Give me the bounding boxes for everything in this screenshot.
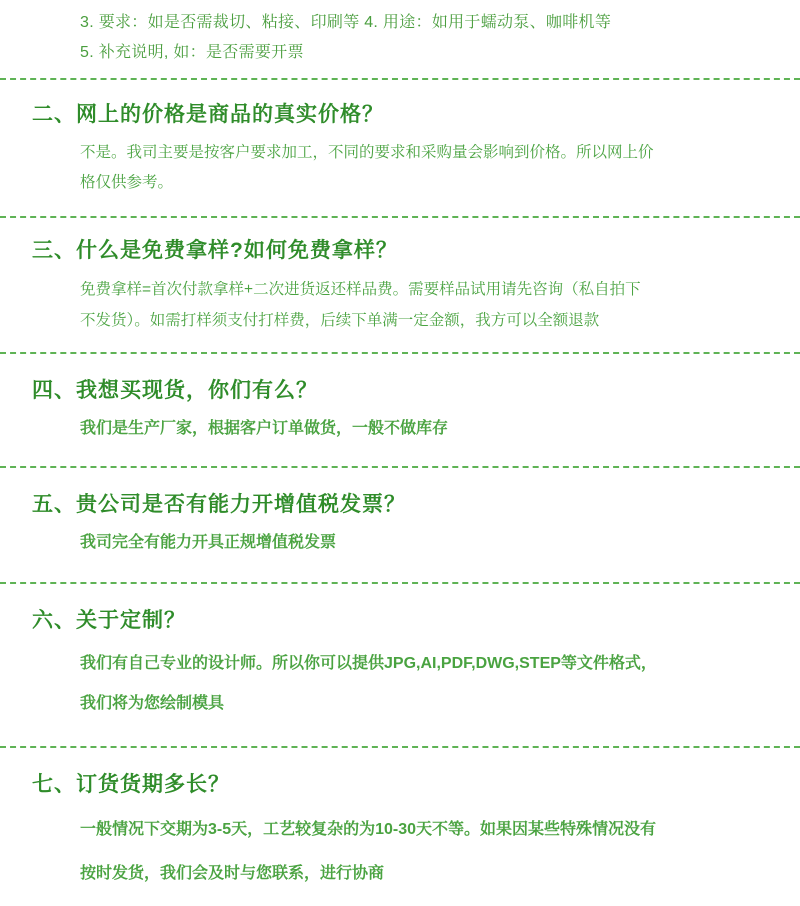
faq-answer: [0, 138, 800, 216]
faq-question-title: 六、关于定制？: [32, 609, 186, 632]
faq-item: [0, 218, 800, 352]
faq-item: [0, 80, 800, 216]
faq-answer-line: 我们将为您绘制模具: [80, 695, 225, 712]
faq-answer-line: 不是。我司主要是按客户要求加工，不同的要求和采购量会影响到价格。所以网上价: [80, 144, 654, 161]
faq-answer-line: 我司完全有能力开具正规增值税发票: [80, 534, 337, 551]
faq-answer: [0, 528, 800, 582]
faq-answer-line: 我们有自己专业的设计师。所以你可以提供JPG,AI,PDF,DWG,STEP等文件格式，: [80, 655, 657, 672]
faq-answer-line: 不发货）。如需打样须支付打样费，后续下单满一定金额，我方可以全额退款: [80, 312, 600, 329]
faq-answer-line: 我们是生产厂家，根据客户订单做货，一般不做库存: [80, 420, 449, 437]
faq-question-title: 五、贵公司是否有能力开增值税发票？: [32, 493, 406, 516]
faq-answer-line: 一般情况下交期为3-5天，工艺较复杂的为10-30天不等。如果因某些特殊情况没有: [80, 821, 657, 838]
faq-answer-line: 格仅供参考。: [80, 174, 174, 191]
faq-answer: [0, 274, 800, 352]
faq-item: [0, 354, 800, 466]
top-note-line-2: 5. 补充说明, 如：是否需要开票: [80, 44, 304, 61]
faq-question-title: 三、什么是免费拿样?如何免费拿样？: [32, 239, 398, 262]
faq-answer-line: 按时发货，我们会及时与您联系，进行协商: [80, 865, 385, 882]
faq-item: [0, 584, 800, 746]
faq-answer: [0, 644, 800, 746]
faq-answer: [0, 414, 800, 466]
faq-item: [0, 468, 800, 582]
top-note-line-1: 3. 要求：如是否需裁切、粘接、印刷等 4. 用途：如用于蠕动泵、咖啡机等: [80, 14, 612, 31]
faq-question-title: 二、网上的价格是商品的真实价格？: [32, 103, 384, 126]
faq-question-title: 七、订货货期多长？: [32, 773, 230, 796]
faq-question-title: 四、我想买现货，你们有么？: [32, 379, 318, 402]
faq-answer: [0, 808, 800, 906]
faq-item: [0, 748, 800, 906]
faq-answer-line: 免费拿样=首次付款拿样+二次进货返还样品费。需要样品试用请先咨询（私自拍下: [80, 281, 641, 298]
top-note: [0, 0, 800, 78]
